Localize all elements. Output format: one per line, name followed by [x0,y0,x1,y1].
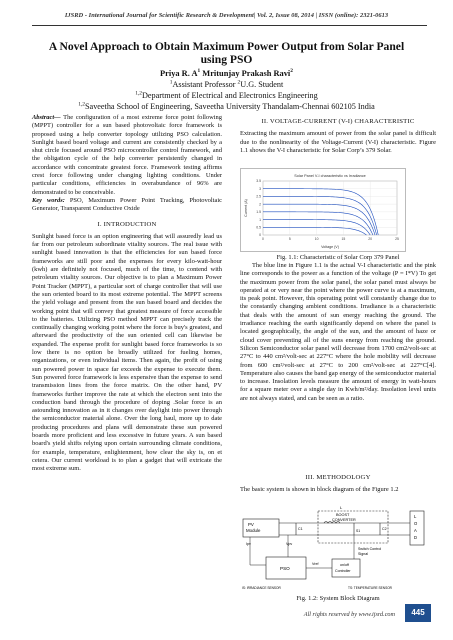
title-line-2: using PSO [200,53,253,67]
x-axis-label: Voltage (V) [321,245,339,249]
x-tick-label: 5 [288,237,291,241]
title-line-1: A Novel Approach to Obtain Maximum Power Output from Solar Panel [48,40,405,53]
x-tick-label: 10 [314,237,319,241]
intro-text: Sunlight based force is an option engineering that will assuredly lead us far from our petroleum subordinate vitality sources. The real issue with sunlight based innovation is that the efficiencies for sun based force frameworks are still poor and the expenses for every kilo-watt-hour (kwh) are definitely not focused, much of the time, to contend with petroleum vitality sources. Our objective is to plan a Maximum Power Point Tracker (MPPT), a particular sort of charge controller that will use the sun oriented board to its most extreme potential. The MPPT screens the yield voltage and present from the sun based board and decides the working point that will convey that greatest measure of force accessible to the batteries. Utilizing PSO method MPPT can precisely track the continually changing working point where the force is buy's greatest, and afterward the productivity of the sun oriented cell can likewise be expanded. The expense profit for sunlight based force frameworks is so low there is no option be broadly utilized for fueling homes, organizations, or even individual items. Then again, the profit of using sun powered power in space far exceeds the expense to execute them. Sun powered force framework is less expensive than the expense to send transmission lines from the force matrix. On the other hand, PV frameworks further improve the rate at which the electron sent into the conduction band through the procedure of doping .Solar force is an astounding innovation as in it changes over daylight into power through the semiconductor material alone. Over the long haul, more up to date producing procedures and plans will demonstrate these sun powered boards more proficient and less excessive in future years. A sun based board's yield shifts relying upon certain surrounding climate conditions, for example, temperature, enlightenment, how clear the sky is, on et cetera. Our current workload is to plan a gadget that will extricate the most extreme sum. [32,232,222,473]
figure-1-2-caption: Fig. 1.2: System Block Diagram [296,595,380,602]
journal-header: IJSRD - International Journal for Scientific Research & Development| Vol. 2, Issue 08, 2014 | ISSN (online): 2321-0613 [64,12,389,19]
temperature-sensor-label: TS: TEMPERATURE SENSOR [348,586,392,590]
intro-heading: I. INTRODUCTION [97,220,157,228]
y-tick-label: 3.5 [256,179,261,184]
author-institution: $^{1,2}$Saveetha School of Engineering, Saveetha University Thandalam-Chennai 602105 India [78,101,375,111]
onoff-label-2: Controller [335,569,351,573]
y-tick-label: 2 [259,202,261,207]
author-department: $^{1,2}$Department of Electrical and Electronics Engineering [135,90,318,100]
paper-title [20,40,433,67]
section3-text: The basic system is shown in block diagram of the Figure 1.2 [240,486,399,494]
converter-label: CONVERTER [332,518,356,522]
vpv-label: Vpv [286,542,293,546]
page-number: 445 [405,604,431,622]
system-block-diagram [240,505,436,593]
vref-label: Vref [312,562,319,566]
x-tick-label: 20 [368,237,373,241]
switch-control-2: Signal [358,552,368,556]
page-header [0,0,453,19]
s1-label: S1 [356,529,361,533]
load-a: A [414,528,417,533]
vi-characteristic-chart [240,168,406,252]
left-column [32,114,222,473]
keywords: Key words: PSO, Maximum Power Point Tracking, Photovoltaic Generator, Transparent Conductive Oxide [32,196,222,213]
irradiance-sensor-label: IS: IRRADIANCE SENSOR [242,586,281,590]
section2-text: Extracting the maximum amount of power from the solar panel is difficult due to the nonlinearity of the Voltage-Current (V-I) characteristic. Figure 1.1 shows the V-I characteristic for Solar Corp’s 379 Solar. [240,130,436,154]
x-tick-label: 0 [262,237,264,241]
boost-label: BOOST [336,513,350,517]
section3-heading: III. METHODOLOGY [305,474,371,481]
y-tick-label: 1 [259,217,261,222]
x-tick-label: 25 [395,237,399,241]
section2-heading: II. VOLTAGE-CURRENT (V-I) CHARACTERISTIC [261,118,415,125]
pso-label: PSO [280,566,290,571]
onoff-label-1: on/off [340,563,349,567]
y-axis-label: Current (A) [244,199,248,217]
cin-label: C1 [298,527,303,531]
header-rule [32,25,427,26]
module-label: Module [246,528,261,533]
figure-1-1-caption: Fig. 1.1: Characteristic of Solar Corp 379 Panel [276,254,400,261]
cout-label: C2 [382,527,387,531]
load-o: O [414,521,418,526]
chart-svg [241,169,405,251]
ipv-label: Ipv [246,542,251,546]
section3 [240,474,436,495]
author-block [20,69,433,79]
section2-body: The blue line in Figure 1.1 is the actual V-I characteristic and the pink line corresponds to the power as a function of the voltage (P = I*V) To get the maximum power from the solar panel, the solar panel must always be operated at or very near the point where the power curve is at a maximum, its peak point. However, this operating point will constantly change due to the constantly changing ambient conditions. Irradiance is a characteristic that deals with the amount of sun energy reaching the ground. The irradiance reaching the earth significantly depend on where the panel is located geographically, the angle of the sun, and the amount of haze or cloud cover preventing all of the suns energy from reaching the ground. Silicon Semiconductor solar panel will decrease from 1700 cm2/volt-sec at 27°C to 440 cm²/volt-sec at 227°C where the hole mobility will decrease from 600 cm²/volt-sec at 27°C to 200 cm²/volt-sec at 227°C[4]. Temperature also causes the band gap energy of the semiconductor material to increase. Insolation levels measure the amount of energy in watt-hours for a square meter over a single day in Kwh/m²/day. Insolation level units are not always stated, and can be seen as a ratio. [240,262,436,402]
footer-text: All rights reserved by www.ijsrd.com [303,611,395,618]
author-roles: $^1$Assistant Professor $^2$U.G. Student [169,79,284,89]
chart-title: Solar Panel V-I characteristic vs Irradiance [294,174,366,178]
inductor-label: L [340,505,343,510]
y-tick-label: 3 [259,186,261,191]
abstract: Abstract— The configuration of a most extreme force point following (MPPT) controller for a sun based photovoltaic force framework is proposed using a help converter topology utilizing PSO calculation. Sunlight based board voltage and current are consistently checked by a shut circle focused around PSO microcontroller control framework, and the obligation cycle of the help converter persistently changed in accordance with concentrate greatest force. Framework testing affirms crest force following under changing lighting conditions. Under particular conditions, efficiencies in overabundance of 96% are demonstrated to be conceivable. [32,114,222,196]
y-tick-label: 2.5 [256,194,261,199]
load-d: D [414,535,418,540]
switch-control-1: Switch Control [358,547,382,551]
y-tick-label: 0.5 [256,225,261,230]
boost-converter-box [318,511,388,543]
author-names: Priya R. $A^1$ Mritunjay Prakash Ravi$^2$ [160,68,293,78]
load-l: L [414,514,417,519]
y-tick-label: 0 [259,233,261,238]
right-column-top [240,114,436,155]
y-tick-label: 1.5 [256,210,261,215]
onoff-controller-box [332,559,360,577]
pv-label: PV [248,522,254,527]
x-tick-label: 15 [341,237,346,241]
